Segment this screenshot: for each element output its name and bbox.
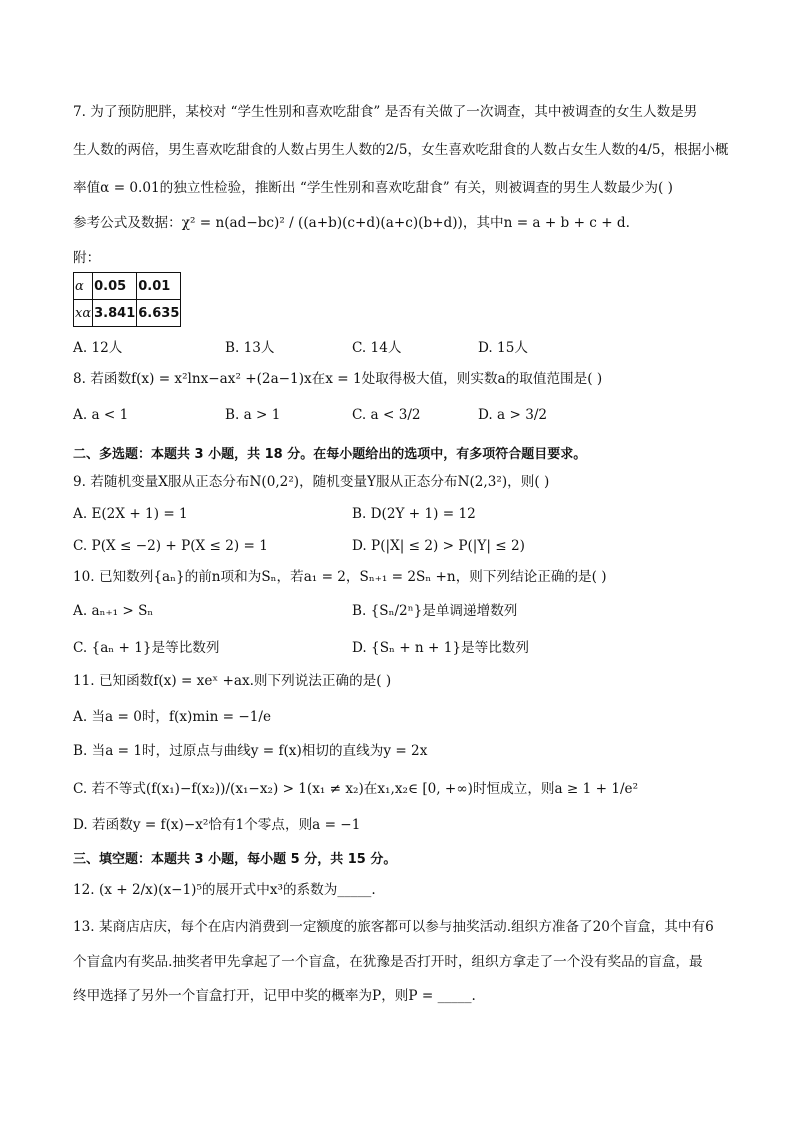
table-cell: 0.01 (137, 273, 181, 300)
q11-option-a: A. 当a = 0时，f(x)min = −1/e (73, 709, 272, 725)
q9-option-b: B. D(2Y + 1) = 12 (352, 506, 476, 522)
table-cell: α (74, 273, 93, 300)
q11-option-c: C. 若不等式(f(x₁)−f(x₂))/(x₁−x₂) > 1(x₁ ≠ x₂)在x₁,x₂∈ [0, +∞)时恒成立，则a ≥ 1 + 1/e² (73, 781, 639, 797)
q7-formula: 参考公式及数据：χ² = n(ad−bc)² / ((a+b)(c+d)(a+c)(b+d))，其中n = a + b + c + d. (73, 215, 630, 231)
table-cell: xα (74, 300, 93, 327)
q7-line-2: 生人数的两倍，男生喜欢吃甜食的人数占男生人数的2/5，女生喜欢吃甜食的人数占女生人数的4/5，根据小概 (73, 142, 729, 158)
q11-option-b: B. 当a = 1时，过原点与曲线y = f(x)相切的直线为y = 2x (73, 743, 428, 759)
q8-option-c: C. a < 3/2 (352, 407, 421, 423)
q8-stem: 8. 若函数f(x) = x²lnx−ax² +(2a−1)x在x = 1处取得极大值，则实数a的取值范围是( ) (73, 371, 603, 387)
table-row (74, 273, 181, 300)
q10-option-a: A. aₙ₊₁ > Sₙ (73, 603, 154, 619)
q11-stem: 11. 已知函数f(x) = xeˣ +ax.则下列说法正确的是( ) (73, 673, 392, 689)
q8-option-d: D. a > 3/2 (478, 407, 548, 423)
table-cell: 6.635 (137, 300, 181, 327)
q13-line-1: 13. 某商店店庆，每个在店内消费到一定额度的旅客都可以参与抽奖活动.组织方准备了20个盲盒，其中有6 (73, 919, 714, 935)
q7-option-c: C. 14人 (352, 340, 402, 356)
question-12: 12. (x + 2/x)(x−1)⁵的展开式中x³的系数为_____. (73, 882, 376, 898)
q7-option-d: D. 15人 (478, 340, 528, 356)
q11-option-d: D. 若函数y = f(x)−x²恰有1个零点，则a = −1 (73, 817, 361, 833)
section-3-heading: 三、填空题：本题共 3 小题，每小题 5 分，共 15 分。 (73, 852, 397, 867)
table-row (74, 300, 181, 327)
q13-line-3: 终甲选择了另外一个盲盒打开，记甲中奖的概率为P，则P = _____. (73, 988, 476, 1004)
q9-option-a: A. E(2X + 1) = 1 (73, 506, 188, 522)
q7-line-1: 7. 为了预防肥胖，某校对 “学生性别和喜欢吃甜食” 是否有关做了一次调查，其中被调查的女生人数是男 (73, 104, 698, 120)
q9-option-c: C. P(X ≤ −2) + P(X ≤ 2) = 1 (73, 538, 268, 554)
table-cell: 0.05 (93, 273, 137, 300)
critical-value-table (73, 272, 181, 327)
q8-option-b: B. a > 1 (225, 407, 281, 423)
q7-line-3: 率值α = 0.01的独立性检验，推断出 “学生性别和喜欢吃甜食” 有关，则被调查的男生人数最少为( ) (73, 180, 673, 196)
q10-stem: 10. 已知数列{aₙ}的前n项和为Sₙ，若a₁ = 2，Sₙ₊₁ = 2Sₙ +n，则下列结论正确的是( ) (73, 569, 607, 585)
table-cell: 3.841 (93, 300, 137, 327)
q10-option-b: B. {Sₙ/2ⁿ}是单调递增数列 (352, 603, 518, 619)
q10-option-d: D. {Sₙ + n + 1}是等比数列 (352, 640, 529, 656)
q7-option-a: A. 12人 (73, 340, 123, 356)
q8-option-a: A. a < 1 (73, 407, 129, 423)
q7-option-b: B. 13人 (225, 340, 275, 356)
q13-line-2: 个盲盒内有奖品.抽奖者甲先拿起了一个盲盒，在犹豫是否打开时，组织方拿走了一个没有奖品的盲盒，最 (73, 954, 703, 970)
section-2-heading: 二、多选题：本题共 3 小题，共 18 分。在每小题给出的选项中，有多项符合题目要求。 (73, 447, 587, 462)
q9-option-d: D. P(|X| ≤ 2) > P(|Y| ≤ 2) (352, 538, 525, 554)
q10-option-c: C. {aₙ + 1}是等比数列 (73, 640, 220, 656)
q9-stem: 9. 若随机变量X服从正态分布N(0,2²)，随机变量Y服从正态分布N(2,3²)，则( ) (73, 474, 550, 490)
q7-appendix-label: 附： (73, 250, 101, 266)
